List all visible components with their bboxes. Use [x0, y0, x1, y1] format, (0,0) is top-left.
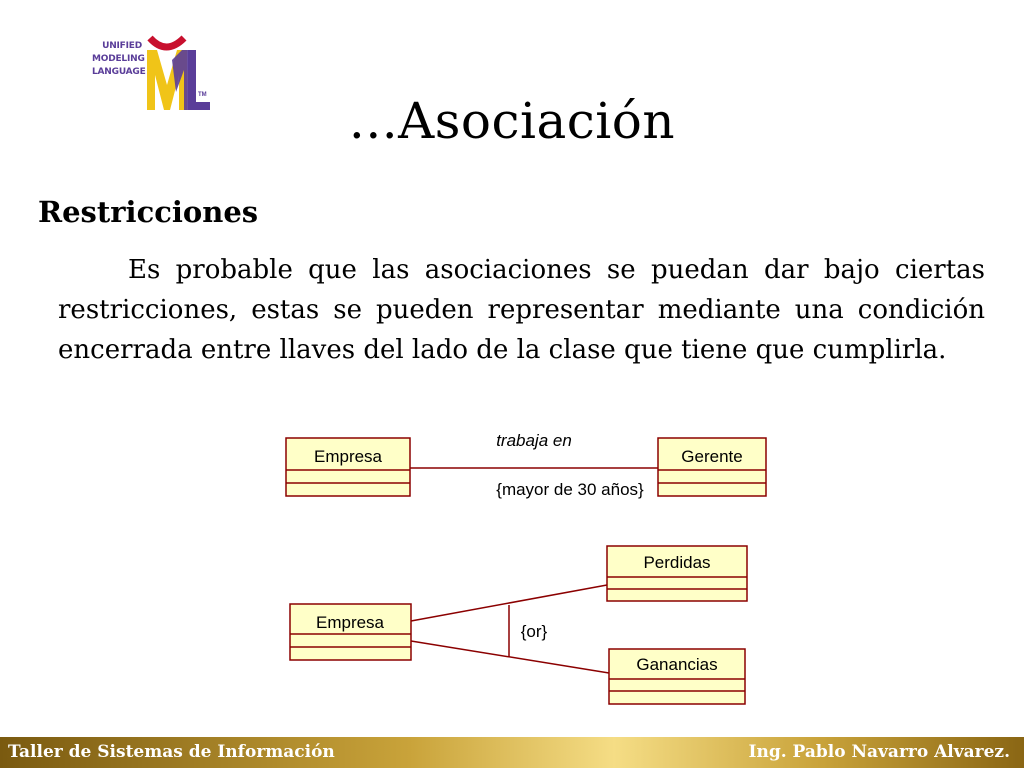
logo-tm: TM	[198, 92, 207, 98]
class-box-perdidas[interactable]	[607, 546, 747, 601]
section-heading: Restricciones	[38, 195, 259, 229]
class-box-empresa-2[interactable]	[290, 604, 411, 660]
class-name-gerente: Gerente	[681, 447, 743, 466]
association-line-ganancias[interactable]	[411, 641, 609, 673]
constraint-or: {or}	[520, 622, 548, 641]
logo-line-modeling: MODELING	[92, 54, 145, 64]
slide-title: ...Asociación	[348, 92, 676, 150]
class-name-ganancias: Ganancias	[636, 655, 718, 674]
class-name-perdidas: Perdidas	[643, 553, 711, 572]
body-paragraph: Es probable que las asociaciones se puedan dar bajo ciertas restricciones, estas se pueden representar mediante una condición encerrada entre llaves del lado de la clase que tiene que cumplirla.	[58, 255, 985, 365]
class-name-empresa-2: Empresa	[315, 613, 385, 632]
class-box-gerente[interactable]	[658, 438, 766, 496]
class-box-ganancias[interactable]	[609, 649, 745, 704]
association-name: trabaja en	[496, 431, 572, 450]
class-name-empresa-1: Empresa	[313, 447, 383, 466]
logo-line-unified: UNIFIED	[102, 41, 142, 51]
class-box-empresa-1[interactable]	[286, 438, 410, 496]
footer-bar	[0, 737, 1024, 768]
footer-course: Taller de Sistemas de Información	[8, 742, 335, 762]
constraint-age: {mayor de 30 años}	[496, 480, 644, 499]
logo-line-language: LANGUAGE	[92, 67, 146, 77]
footer-author: Ing. Pablo Navarro Alvarez.	[748, 742, 1010, 762]
